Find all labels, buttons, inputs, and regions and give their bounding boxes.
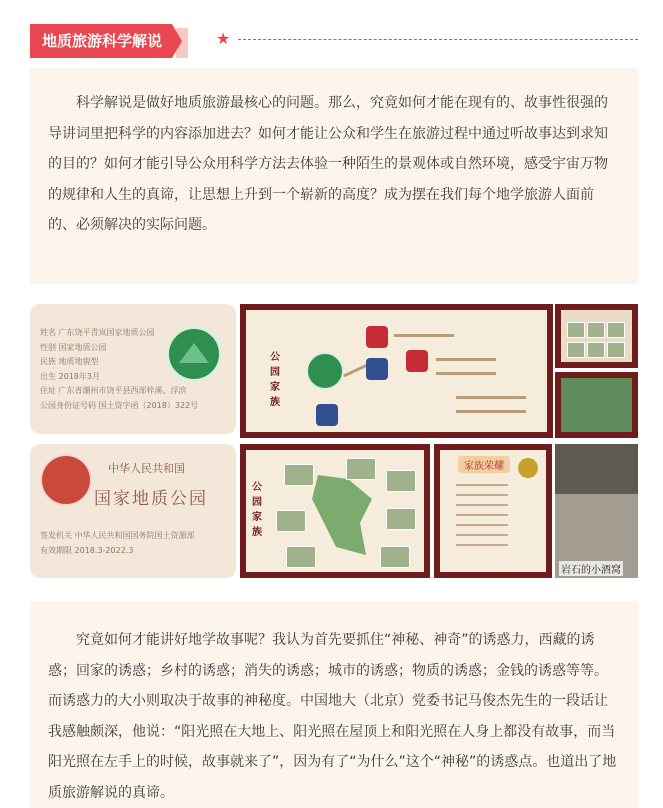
paragraph-box-1 xyxy=(30,68,638,284)
rock-photo-top xyxy=(555,444,638,494)
certificate-line: 有效期限 2018.3-2022.3 xyxy=(40,546,134,555)
timeline-node-04 xyxy=(316,404,338,426)
timeline-node-02 xyxy=(366,358,388,380)
geopark-certificate-card xyxy=(30,444,236,578)
certificate-line: 签发机关 中华人民共和国国务院国土资源部 xyxy=(40,531,195,540)
park-map xyxy=(312,475,372,555)
geopark-id-card xyxy=(30,304,236,434)
medal-icon xyxy=(518,458,538,478)
geopark-collage-image xyxy=(30,304,638,579)
side-landscape-photo xyxy=(561,378,632,432)
honor-line xyxy=(456,504,508,506)
dashed-divider xyxy=(238,39,638,40)
map-photo-thumb xyxy=(380,546,410,568)
id-card-line: 性别 国家地质公园 xyxy=(40,342,107,352)
park-family-board-inner xyxy=(246,310,547,432)
family-honor-board-inner xyxy=(440,450,546,572)
side-photo-board xyxy=(555,304,638,368)
timeline-text-line xyxy=(436,372,496,375)
honor-line xyxy=(456,494,508,496)
park-logo-icon xyxy=(306,352,344,390)
side-thumb xyxy=(587,342,605,358)
paragraph-box-2 xyxy=(30,601,638,808)
timeline-text-line xyxy=(436,358,496,361)
timeline-text-line xyxy=(456,396,526,399)
side-thumb xyxy=(567,322,585,338)
paragraph-1: 科学解说是做好地质旅游最核心的问题。那么，究竟如何才能在现有的、故事性很强的导讲词里把科学的内容添加进去？如何才能让公众和学生在旅游过程中通过听故事达到求知的目的？如何才能引导公众用科学方法去体验一种陌生的景观体或自然环境，感受宇宙万物的规律和人生的真谛，让思想上升到一个崭新的高度？成为摆在我们每个地学旅游人面前的、必须解决的实际问题。 xyxy=(48,95,608,233)
side-thumb xyxy=(587,322,605,338)
geopark-logo-seal xyxy=(166,326,222,382)
honor-line xyxy=(456,484,508,486)
park-family-label: 公园家族 xyxy=(270,352,280,408)
park-map-board xyxy=(240,444,430,578)
timeline-node-03 xyxy=(406,350,428,372)
map-photo-thumb xyxy=(386,508,416,530)
map-photo-thumb xyxy=(346,458,376,480)
certificate-meta xyxy=(40,528,195,558)
park-map-board-inner xyxy=(246,450,424,572)
side-landscape-board xyxy=(555,372,638,438)
id-card-line: 出生 2018年3月 xyxy=(40,371,100,381)
honor-line xyxy=(456,534,508,536)
rock-photo-caption: 岩石的小酒窝 xyxy=(559,561,623,576)
park-family-board xyxy=(240,304,553,438)
side-thumb xyxy=(567,342,585,358)
map-photo-thumb xyxy=(286,546,316,568)
id-card-line: 民族 地质地貌型 xyxy=(40,357,99,366)
timeline-node-01 xyxy=(366,326,388,348)
map-photo-thumb xyxy=(276,510,306,532)
map-photo-thumb xyxy=(284,464,314,486)
side-thumb xyxy=(607,342,625,358)
id-card-line: 姓名 广东饶平青岚国家地质公园 xyxy=(40,328,155,337)
side-photo-board-inner xyxy=(561,310,632,362)
rock-photo xyxy=(555,444,638,578)
honor-line xyxy=(456,524,508,526)
id-card-line: 住址 广东省潮州市饶平县西部梓溪、浮滨 xyxy=(40,386,187,395)
certificate-title: 国家地质公园 xyxy=(94,489,208,509)
honor-line xyxy=(456,514,508,516)
paragraph-2: 究竟如何才能讲好地学故事呢？我认为首先要抓住“神秘、神奇”的诱惑力，西藏的诱惑；回家的诱惑；乡村的诱惑；消失的诱惑；城市的诱惑；物质的诱惑；金钱的诱惑等等。而诱惑力的大小则取决于故事的神秘度。中国地大（北京）党委书记马俊杰先生的一段话让我感触颇深，他说：“阳光照在大地上、阳光照在屋顶上和阳光照在人身上都没有故事，而当阳光照在左手上的时候，故事就来了”，因为有了“为什么”这个“神秘”的诱惑点。也道出了地质旅游解说的真谛。 xyxy=(48,632,617,801)
honor-title: 家族荣耀 xyxy=(458,456,510,473)
certificate-issuer-country: 中华人民共和国 xyxy=(108,462,185,475)
geopark-emblem xyxy=(40,454,92,506)
family-honor-board xyxy=(434,444,552,578)
star-icon: ★ xyxy=(216,29,231,48)
section-header xyxy=(30,24,638,60)
timeline-text-line xyxy=(394,334,454,337)
section-title: 地质旅游科学解说 xyxy=(30,24,172,58)
id-card-line: 公园身份证号码 国土资字函（2018）322号 xyxy=(40,400,199,410)
side-thumb xyxy=(607,322,625,338)
honor-line xyxy=(456,544,508,546)
park-map-family-label: 公园家族 xyxy=(252,482,262,538)
timeline-text-line xyxy=(456,410,526,413)
map-photo-thumb xyxy=(386,470,416,492)
